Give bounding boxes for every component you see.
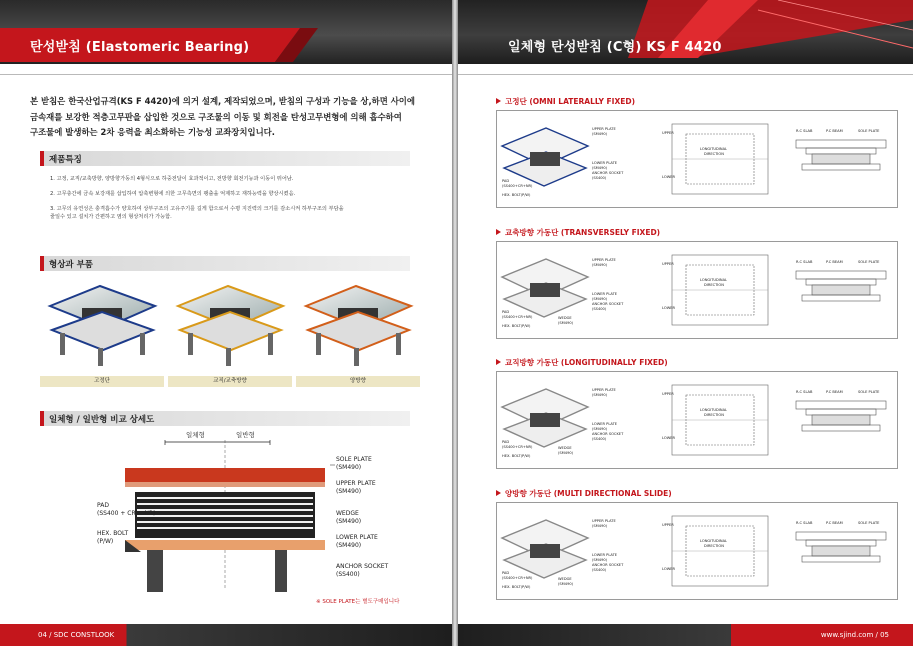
annotation-text: ANCHOR SOCKET bbox=[336, 563, 389, 570]
feature-item: 1. 고정, 교직/교축방향, 양방향가동의 4형식으로 하중전달이 효과적이고, 전방향 회전기능과 이동이 뛰어남. bbox=[50, 176, 294, 182]
shape-label-fixed: 고정단 bbox=[40, 376, 164, 387]
label-lower: LOWER bbox=[662, 567, 676, 571]
label-direction: DIRECTION bbox=[704, 544, 724, 548]
label-upper-plate-material: (SM490) bbox=[592, 263, 608, 267]
side-lower-plate bbox=[802, 164, 880, 170]
left-page bbox=[0, 0, 452, 646]
iso-pad bbox=[530, 413, 560, 427]
label-upper: UPPER bbox=[662, 523, 674, 527]
label-lower: LOWER bbox=[662, 175, 676, 179]
annotation-lower-plate bbox=[336, 534, 378, 549]
annotation-text: (SM490) bbox=[336, 463, 362, 471]
annotation-text: (SS400 + CR + NR) bbox=[97, 509, 156, 517]
annotation-sole-plate bbox=[336, 456, 372, 471]
side-lower-plate bbox=[802, 556, 880, 562]
intro-line: 본 받침은 한국산업규격(KS F 4420)에 의거 설계, 제작되었으며, 받침의 구성과 기능을 상,하면 사이에 bbox=[30, 96, 415, 106]
left-page-title: 탄성받침 (Elastomeric Bearing) bbox=[30, 40, 250, 55]
label-wedge: WEDGE bbox=[558, 446, 572, 450]
label-lower-plate: LOWER PLATE bbox=[592, 161, 618, 165]
label-rc-slab: R.C SLAB bbox=[796, 129, 813, 133]
annotation-hex-bolt bbox=[97, 530, 128, 545]
annotation-text: (P/W) bbox=[97, 537, 114, 545]
label-lower-plate-material: (SM490) bbox=[592, 427, 608, 431]
left-footer-text: 04 / SDC CONSTLOOK bbox=[38, 631, 115, 639]
fixed-bearing-image bbox=[50, 286, 155, 366]
label-direction: DIRECTION bbox=[704, 283, 724, 287]
right-page bbox=[458, 0, 913, 646]
side-sole-plate bbox=[806, 279, 876, 285]
iso-pad bbox=[530, 152, 560, 166]
label-upper-plate: UPPER PLATE bbox=[592, 258, 616, 262]
label-direction: DIRECTION bbox=[704, 413, 724, 417]
annotation-wedge bbox=[336, 510, 361, 525]
technical-drawings bbox=[496, 0, 898, 620]
label-lower: LOWER bbox=[662, 436, 676, 440]
label-upper: UPPER bbox=[662, 131, 674, 135]
label-anchor-socket: ANCHOR SOCKET bbox=[592, 563, 624, 567]
annotation-upper-plate bbox=[336, 480, 376, 495]
label-anchor-socket: ANCHOR SOCKET bbox=[592, 302, 624, 306]
side-slab bbox=[796, 271, 886, 279]
feature-item: 줄일수 있고 설치가 간편하고 염의 형상처리가 가능함. bbox=[50, 214, 172, 220]
label-anchor-socket-material: (SS400) bbox=[592, 307, 607, 311]
label-wedge: WEDGE bbox=[558, 577, 572, 581]
shape-section-heading bbox=[40, 256, 410, 271]
iso-pad bbox=[530, 283, 560, 297]
annotation-text: (SM490) bbox=[336, 517, 362, 525]
section-heading-text: 양방향 가동단 (MULTI DIRECTIONAL SLIDE) bbox=[505, 489, 672, 498]
left-divider bbox=[0, 74, 452, 75]
feature-item: 2. 고무층간에 금속 보강재를 삽입하여 압축변형에 의한 고무측면의 팽출을 억제하고 재하능력을 향상시켰음. bbox=[50, 191, 296, 197]
features-list bbox=[50, 175, 430, 228]
label-pad-material: (SS400+CR+NR) bbox=[502, 184, 533, 188]
label-rc-slab: R.C SLAB bbox=[796, 260, 813, 264]
section-heading-text: 고정단 (OMNI LATERALLY FIXED) bbox=[505, 97, 636, 106]
label-upper-plate-material: (SM490) bbox=[592, 393, 608, 397]
shape-label-transverse: 교직/교축방향 bbox=[168, 376, 292, 387]
label-longitudinal: LONGITUDINAL bbox=[700, 539, 728, 543]
label-longitudinal: LONGITUDINAL bbox=[700, 278, 728, 282]
annotation-text: (SM490) bbox=[336, 487, 362, 495]
label-pad: PAD bbox=[502, 310, 510, 314]
label-anchor-socket-material: (SS400) bbox=[592, 176, 607, 180]
side-slab bbox=[796, 401, 886, 409]
transverse-bearing-image bbox=[178, 286, 283, 366]
label-lower: LOWER bbox=[662, 306, 676, 310]
compare-heading: 일체형 / 일반형 비교 상세도 bbox=[49, 415, 155, 425]
side-sole-plate bbox=[806, 540, 876, 546]
label-lower-plate: LOWER PLATE bbox=[592, 553, 618, 557]
label-pad-material: (SS400+CR+NR) bbox=[502, 445, 533, 449]
side-lower-plate bbox=[802, 425, 880, 431]
label-upper-plate-material: (SM490) bbox=[592, 132, 608, 136]
label-longitudinal: LONGITUDINAL bbox=[700, 147, 728, 151]
intro-line: 금속재를 보강한 적층고무판을 삽입한 것으로 구조물의 이동 및 회전을 탄성고무변형에 의해 흡수하여 bbox=[30, 111, 402, 122]
shape-label-multidirectional: 양방향 bbox=[296, 376, 420, 387]
label-pc-beam: P.C BEAM bbox=[826, 129, 843, 133]
label-upper-plate-material: (SM490) bbox=[592, 524, 608, 528]
right-footer-text: www.sjind.com / 05 bbox=[820, 631, 889, 639]
intro-text bbox=[30, 94, 425, 141]
label-upper: UPPER bbox=[662, 262, 674, 266]
features-section-heading bbox=[40, 151, 410, 166]
label-pad: PAD bbox=[502, 179, 510, 183]
product-illustrations bbox=[40, 278, 420, 374]
annotation-text: SOLE PLATE bbox=[336, 456, 372, 463]
side-slab bbox=[796, 532, 886, 540]
label-hex-bolt: HEX. BOLT(P/W) bbox=[502, 193, 531, 197]
label-rc-slab: R.C SLAB bbox=[796, 521, 813, 525]
side-slab bbox=[796, 140, 886, 148]
label-anchor-socket: ANCHOR SOCKET bbox=[592, 432, 624, 436]
label-longitudinal: LONGITUDINAL bbox=[700, 408, 728, 412]
left-header-stripes bbox=[0, 0, 452, 70]
side-lower-plate bbox=[802, 295, 880, 301]
annotation-text: (SM490) bbox=[336, 541, 362, 549]
label-pad: PAD bbox=[502, 571, 510, 575]
side-pad bbox=[812, 285, 870, 295]
side-pad bbox=[812, 546, 870, 556]
label-anchor-socket-material: (SS400) bbox=[592, 568, 607, 572]
label-wedge-material: (SM490) bbox=[558, 582, 574, 586]
multidirectional-bearing-image bbox=[306, 286, 411, 366]
label-upper: UPPER bbox=[662, 392, 674, 396]
label-integrated: 일체형 bbox=[186, 431, 205, 439]
annotation-text: PAD bbox=[97, 502, 109, 509]
section-heading-text: 교축방향 가동단 (TRANSVERSELY FIXED) bbox=[505, 228, 661, 237]
intro-line: 구조물에 발생하는 2차 응력을 최소화하는 기능성 교좌장치입니다. bbox=[30, 127, 275, 137]
label-lower-plate-material: (SM490) bbox=[592, 297, 608, 301]
side-pad bbox=[812, 415, 870, 425]
label-anchor-socket-material: (SS400) bbox=[592, 437, 607, 441]
label-hex-bolt: HEX. BOLT(P/W) bbox=[502, 324, 531, 328]
annotation-text: LOWER PLATE bbox=[336, 534, 378, 541]
label-pad: PAD bbox=[502, 440, 510, 444]
annotation-anchor-socket bbox=[336, 563, 388, 578]
label-pad-material: (SS400+CR+NR) bbox=[502, 315, 533, 319]
label-wedge-material: (SM490) bbox=[558, 451, 574, 455]
label-wedge: WEDGE bbox=[558, 316, 572, 320]
side-sole-plate bbox=[806, 148, 876, 154]
label-sole-plate: SOLE PLATE bbox=[858, 521, 880, 525]
compare-section-heading bbox=[40, 411, 410, 426]
label-upper-plate: UPPER PLATE bbox=[592, 127, 616, 131]
label-lower-plate: LOWER PLATE bbox=[592, 292, 618, 296]
label-pc-beam: P.C BEAM bbox=[826, 521, 843, 525]
label-sole-plate: SOLE PLATE bbox=[858, 260, 880, 264]
iso-pad bbox=[530, 544, 560, 558]
label-sole-plate: SOLE PLATE bbox=[858, 390, 880, 394]
annotation-text: (SS400) bbox=[336, 570, 360, 578]
label-anchor-socket: ANCHOR SOCKET bbox=[592, 171, 624, 175]
label-general: 일반형 bbox=[236, 431, 255, 439]
features-heading: 제품특징 bbox=[49, 155, 82, 165]
label-direction: DIRECTION bbox=[704, 152, 724, 156]
annotation-text: HEX. BOLT bbox=[97, 530, 129, 537]
label-lower-plate-material: (SM490) bbox=[592, 558, 608, 562]
side-pad bbox=[812, 154, 870, 164]
label-pc-beam: P.C BEAM bbox=[826, 390, 843, 394]
label-sole-plate: SOLE PLATE bbox=[858, 129, 880, 133]
label-pad-material: (SS400+CR+NR) bbox=[502, 576, 533, 580]
label-wedge-material: (SM490) bbox=[558, 321, 574, 325]
label-upper-plate: UPPER PLATE bbox=[592, 519, 616, 523]
label-lower-plate-material: (SM490) bbox=[592, 166, 608, 170]
label-hex-bolt: HEX. BOLT(P/W) bbox=[502, 454, 531, 458]
annotation-text: UPPER PLATE bbox=[336, 480, 376, 487]
label-pc-beam: P.C BEAM bbox=[826, 260, 843, 264]
section-heading-text: 교직방향 가동단 (LONGITUDINALLY FIXED) bbox=[505, 358, 668, 367]
comparison-drawing bbox=[95, 440, 345, 600]
side-sole-plate bbox=[806, 409, 876, 415]
shape-heading: 형상과 부품 bbox=[49, 260, 94, 270]
sole-plate-note: ※ SOLE PLATE는 별도구매입니다 bbox=[316, 599, 400, 605]
label-upper-plate: UPPER PLATE bbox=[592, 388, 616, 392]
annotation-text: WEDGE bbox=[336, 510, 359, 517]
label-hex-bolt: HEX. BOLT(P/W) bbox=[502, 585, 531, 589]
right-page-title: 일체형 탄성받침 (C형) KS F 4420 bbox=[508, 40, 722, 55]
feature-item: 3. 고무의 유연성은 충격흡수가 양호하여 상부구조의 고유주기를 길게 함으로서 수평 지진력의 크기를 감소시켜 하부구조의 부담을 bbox=[50, 206, 344, 212]
annotation-pad bbox=[97, 502, 155, 517]
label-lower-plate: LOWER PLATE bbox=[592, 422, 618, 426]
label-rc-slab: R.C SLAB bbox=[796, 390, 813, 394]
